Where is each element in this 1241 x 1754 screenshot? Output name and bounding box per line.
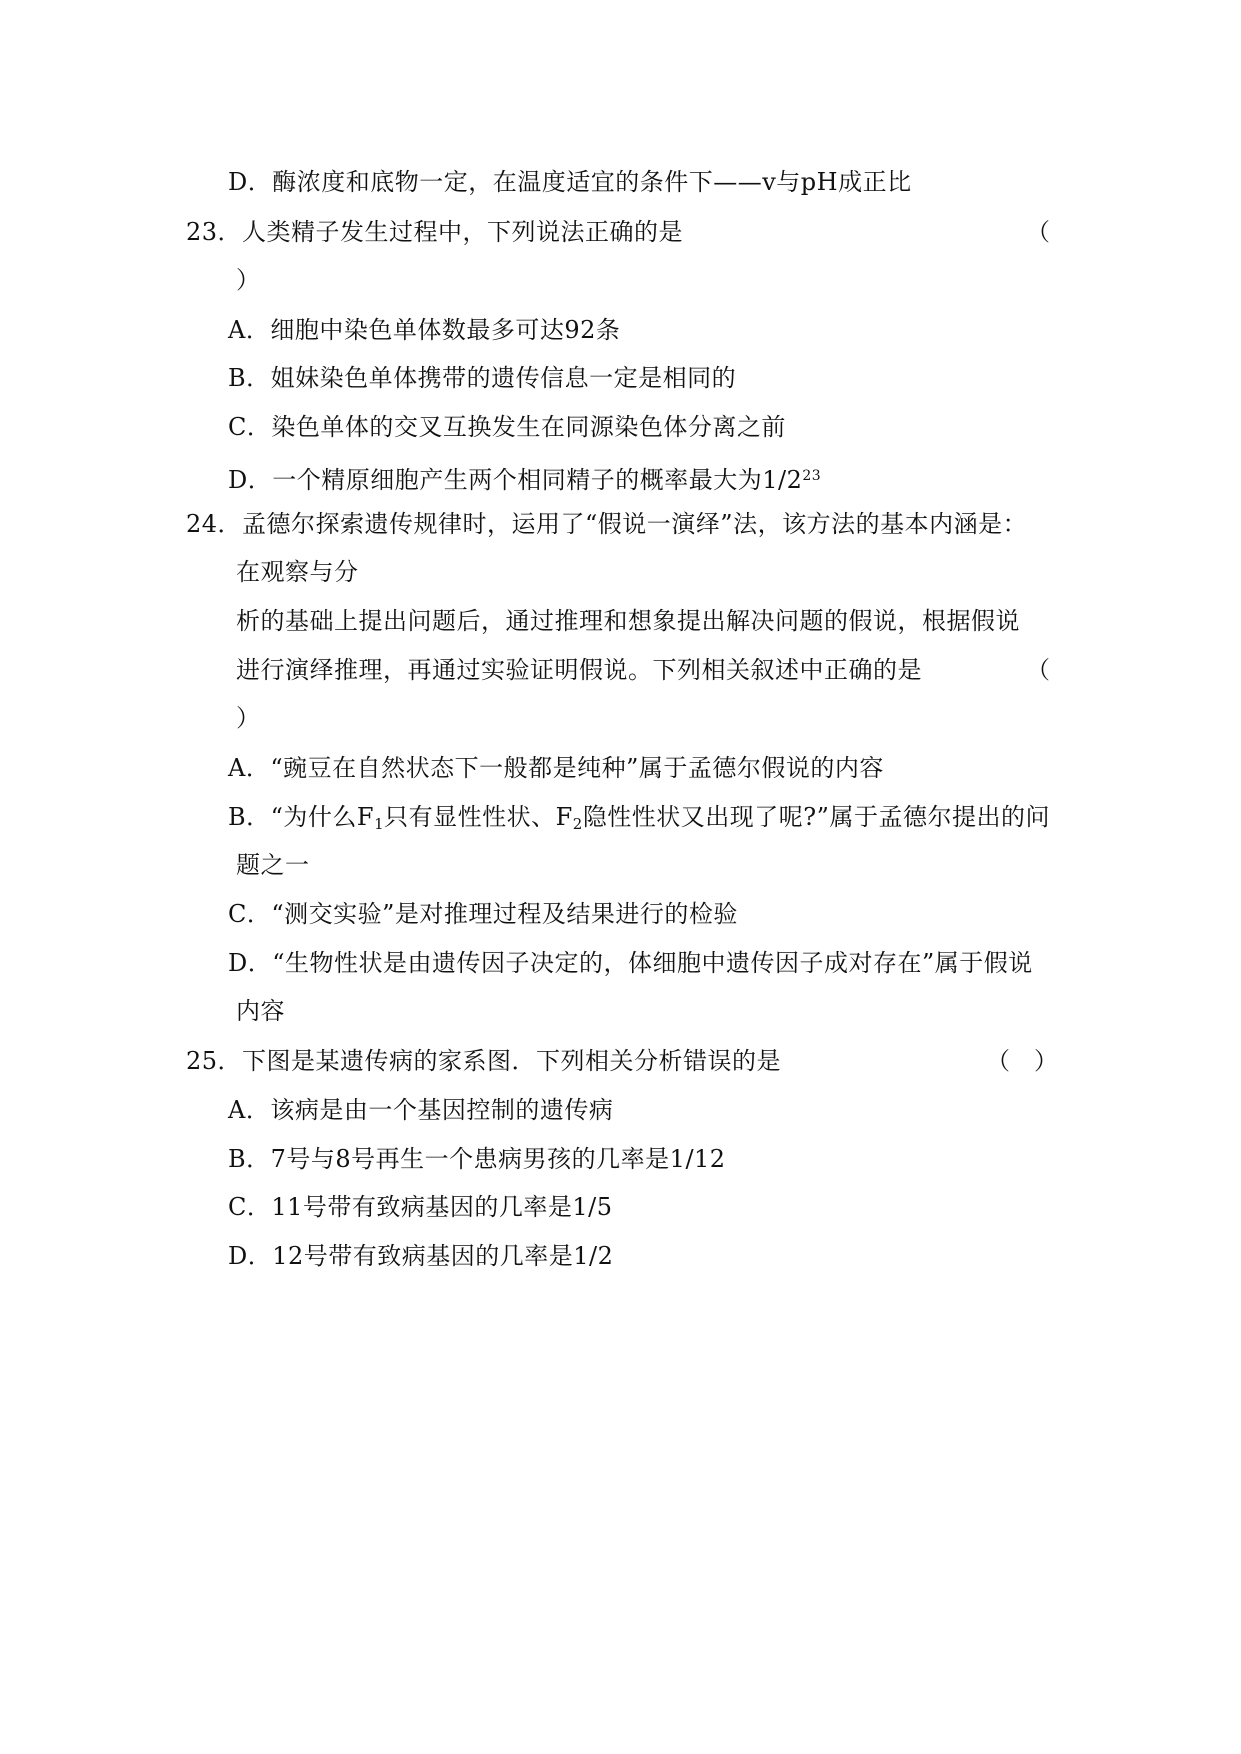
q24-option-d-line-2: 内容 bbox=[236, 997, 285, 1025]
q24-option-b-subscript-2: 2 bbox=[572, 815, 583, 833]
q25-stem: 25．下图是某遗传病的家系图．下列相关分析错误的是 bbox=[186, 1047, 782, 1075]
q25-option-a: A．该病是由一个基因控制的遗传病 bbox=[228, 1096, 614, 1124]
q23-option-d bbox=[228, 460, 821, 496]
q23-option-a: A．细胞中染色单体数最多可达92条 bbox=[228, 316, 621, 344]
q25-option-d: D．12号带有致病基因的几率是1/2 bbox=[228, 1242, 614, 1270]
q23-option-d-exponent: 23 bbox=[802, 468, 822, 484]
q24-answer-paren-open: （ bbox=[1026, 656, 1050, 684]
q24-stem-line-4: 进行演绎推理，再通过实验证明假说。下列相关叙述中正确的是 bbox=[236, 656, 922, 684]
q24-stem-line-1: 24．孟德尔探索遗传规律时，运用了“假说一演绎”法，该方法的基本内涵是： bbox=[186, 510, 1028, 538]
q24-option-b-part-1: B．“为什么F bbox=[228, 803, 375, 831]
q23-stem: 23．人类精子发生过程中，下列说法正确的是 bbox=[186, 218, 684, 246]
q24-stem-line-3: 析的基础上提出问题后，通过推理和想象提出解决问题的假说，根据假说 bbox=[236, 607, 1020, 635]
q24-option-b-part-2: 只有显性性状、F bbox=[384, 803, 573, 831]
q24-option-b bbox=[228, 801, 1050, 840]
q23-option-b: B．姐妹染色单体携带的遗传信息一定是相同的 bbox=[228, 364, 737, 392]
q24-option-c: C．“测交实验”是对推理过程及结果进行的检验 bbox=[228, 900, 738, 928]
q24-option-b-subscript-1: 1 bbox=[374, 815, 385, 833]
q24-stem-line-2: 在观察与分 bbox=[236, 558, 359, 586]
q25-option-b: B．7号与8号再生一个患病男孩的几率是1/12 bbox=[228, 1145, 726, 1173]
q24-option-b-part-3: 隐性性状又出现了呢?”属于孟德尔提出的问 bbox=[582, 803, 1050, 831]
q25-answer-paren: （ ） bbox=[986, 1047, 1058, 1075]
q24-option-d-line-1: D．“生物性状是由遗传因子决定的，体细胞中遗传因子成对存在”属于假说 bbox=[228, 949, 1033, 977]
q24-option-a: A．“豌豆在自然状态下一般都是纯种”属于孟德尔假说的内容 bbox=[228, 754, 884, 782]
q23-answer-paren-open: （ bbox=[1026, 218, 1050, 246]
q23-answer-paren-close: ） bbox=[236, 266, 260, 294]
q22-option-d: D．酶浓度和底物一定，在温度适宜的条件下——v与pH成正比 bbox=[228, 168, 912, 196]
q24-answer-paren-close: ） bbox=[236, 704, 260, 732]
q23-option-d-text: D．一个精原细胞产生两个相同精子的概率最大为1/2 bbox=[228, 466, 803, 494]
q24-option-b-line-2: 题之一 bbox=[236, 851, 310, 879]
q25-option-c: C．11号带有致病基因的几率是1/5 bbox=[228, 1193, 613, 1221]
q23-option-c: C．染色单体的交叉互换发生在同源染色体分离之前 bbox=[228, 413, 786, 441]
